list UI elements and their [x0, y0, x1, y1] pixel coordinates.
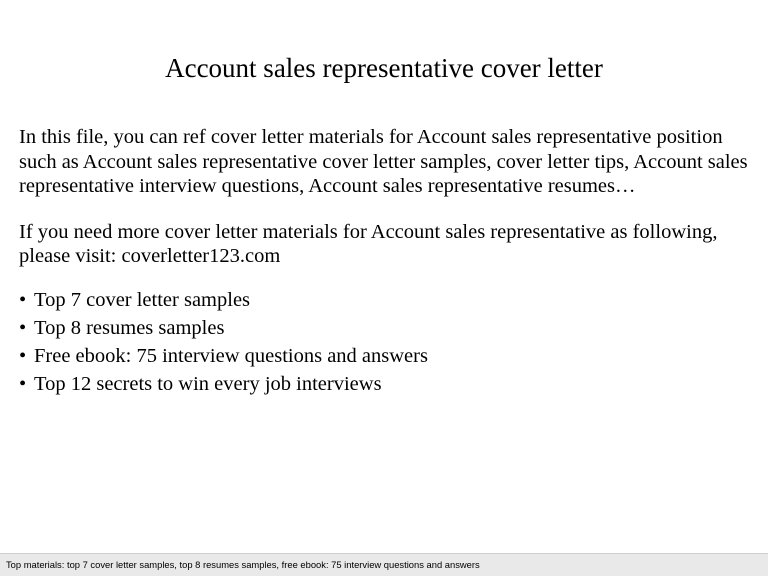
list-item-label: Top 12 secrets to win every job interviews — [34, 372, 382, 395]
list-item — [19, 316, 754, 341]
materials-list — [19, 288, 754, 397]
bullet-icon: • — [19, 316, 27, 339]
list-item-label: Top 8 resumes samples — [34, 316, 225, 339]
footer-text: Top materials: top 7 cover letter samples, top 8 resumes samples, free ebook: 75 interview questions and answers — [6, 559, 480, 570]
list-item — [19, 288, 754, 313]
list-item-label: Free ebook: 75 interview questions and answers — [34, 344, 428, 367]
bullet-icon: • — [19, 372, 27, 395]
list-item — [19, 372, 754, 397]
list-item-label: Top 7 cover letter samples — [34, 288, 251, 311]
intro-paragraph: In this file, you can ref cover letter materials for Account sales representative position such as Account sales representative cover letter samples, cover letter tips, Account sales representative interview questions, Account sales representative resumes… — [19, 126, 748, 197]
bullet-icon: • — [19, 288, 27, 311]
footer-bar — [0, 553, 768, 576]
more-materials-paragraph: If you need more cover letter materials for Account sales representative as following, please visit: coverletter123.com — [19, 220, 718, 267]
bullet-icon: • — [19, 344, 27, 367]
page-title: Account sales representative cover letter — [165, 53, 603, 83]
slide-body — [19, 125, 754, 400]
list-item — [19, 344, 754, 369]
